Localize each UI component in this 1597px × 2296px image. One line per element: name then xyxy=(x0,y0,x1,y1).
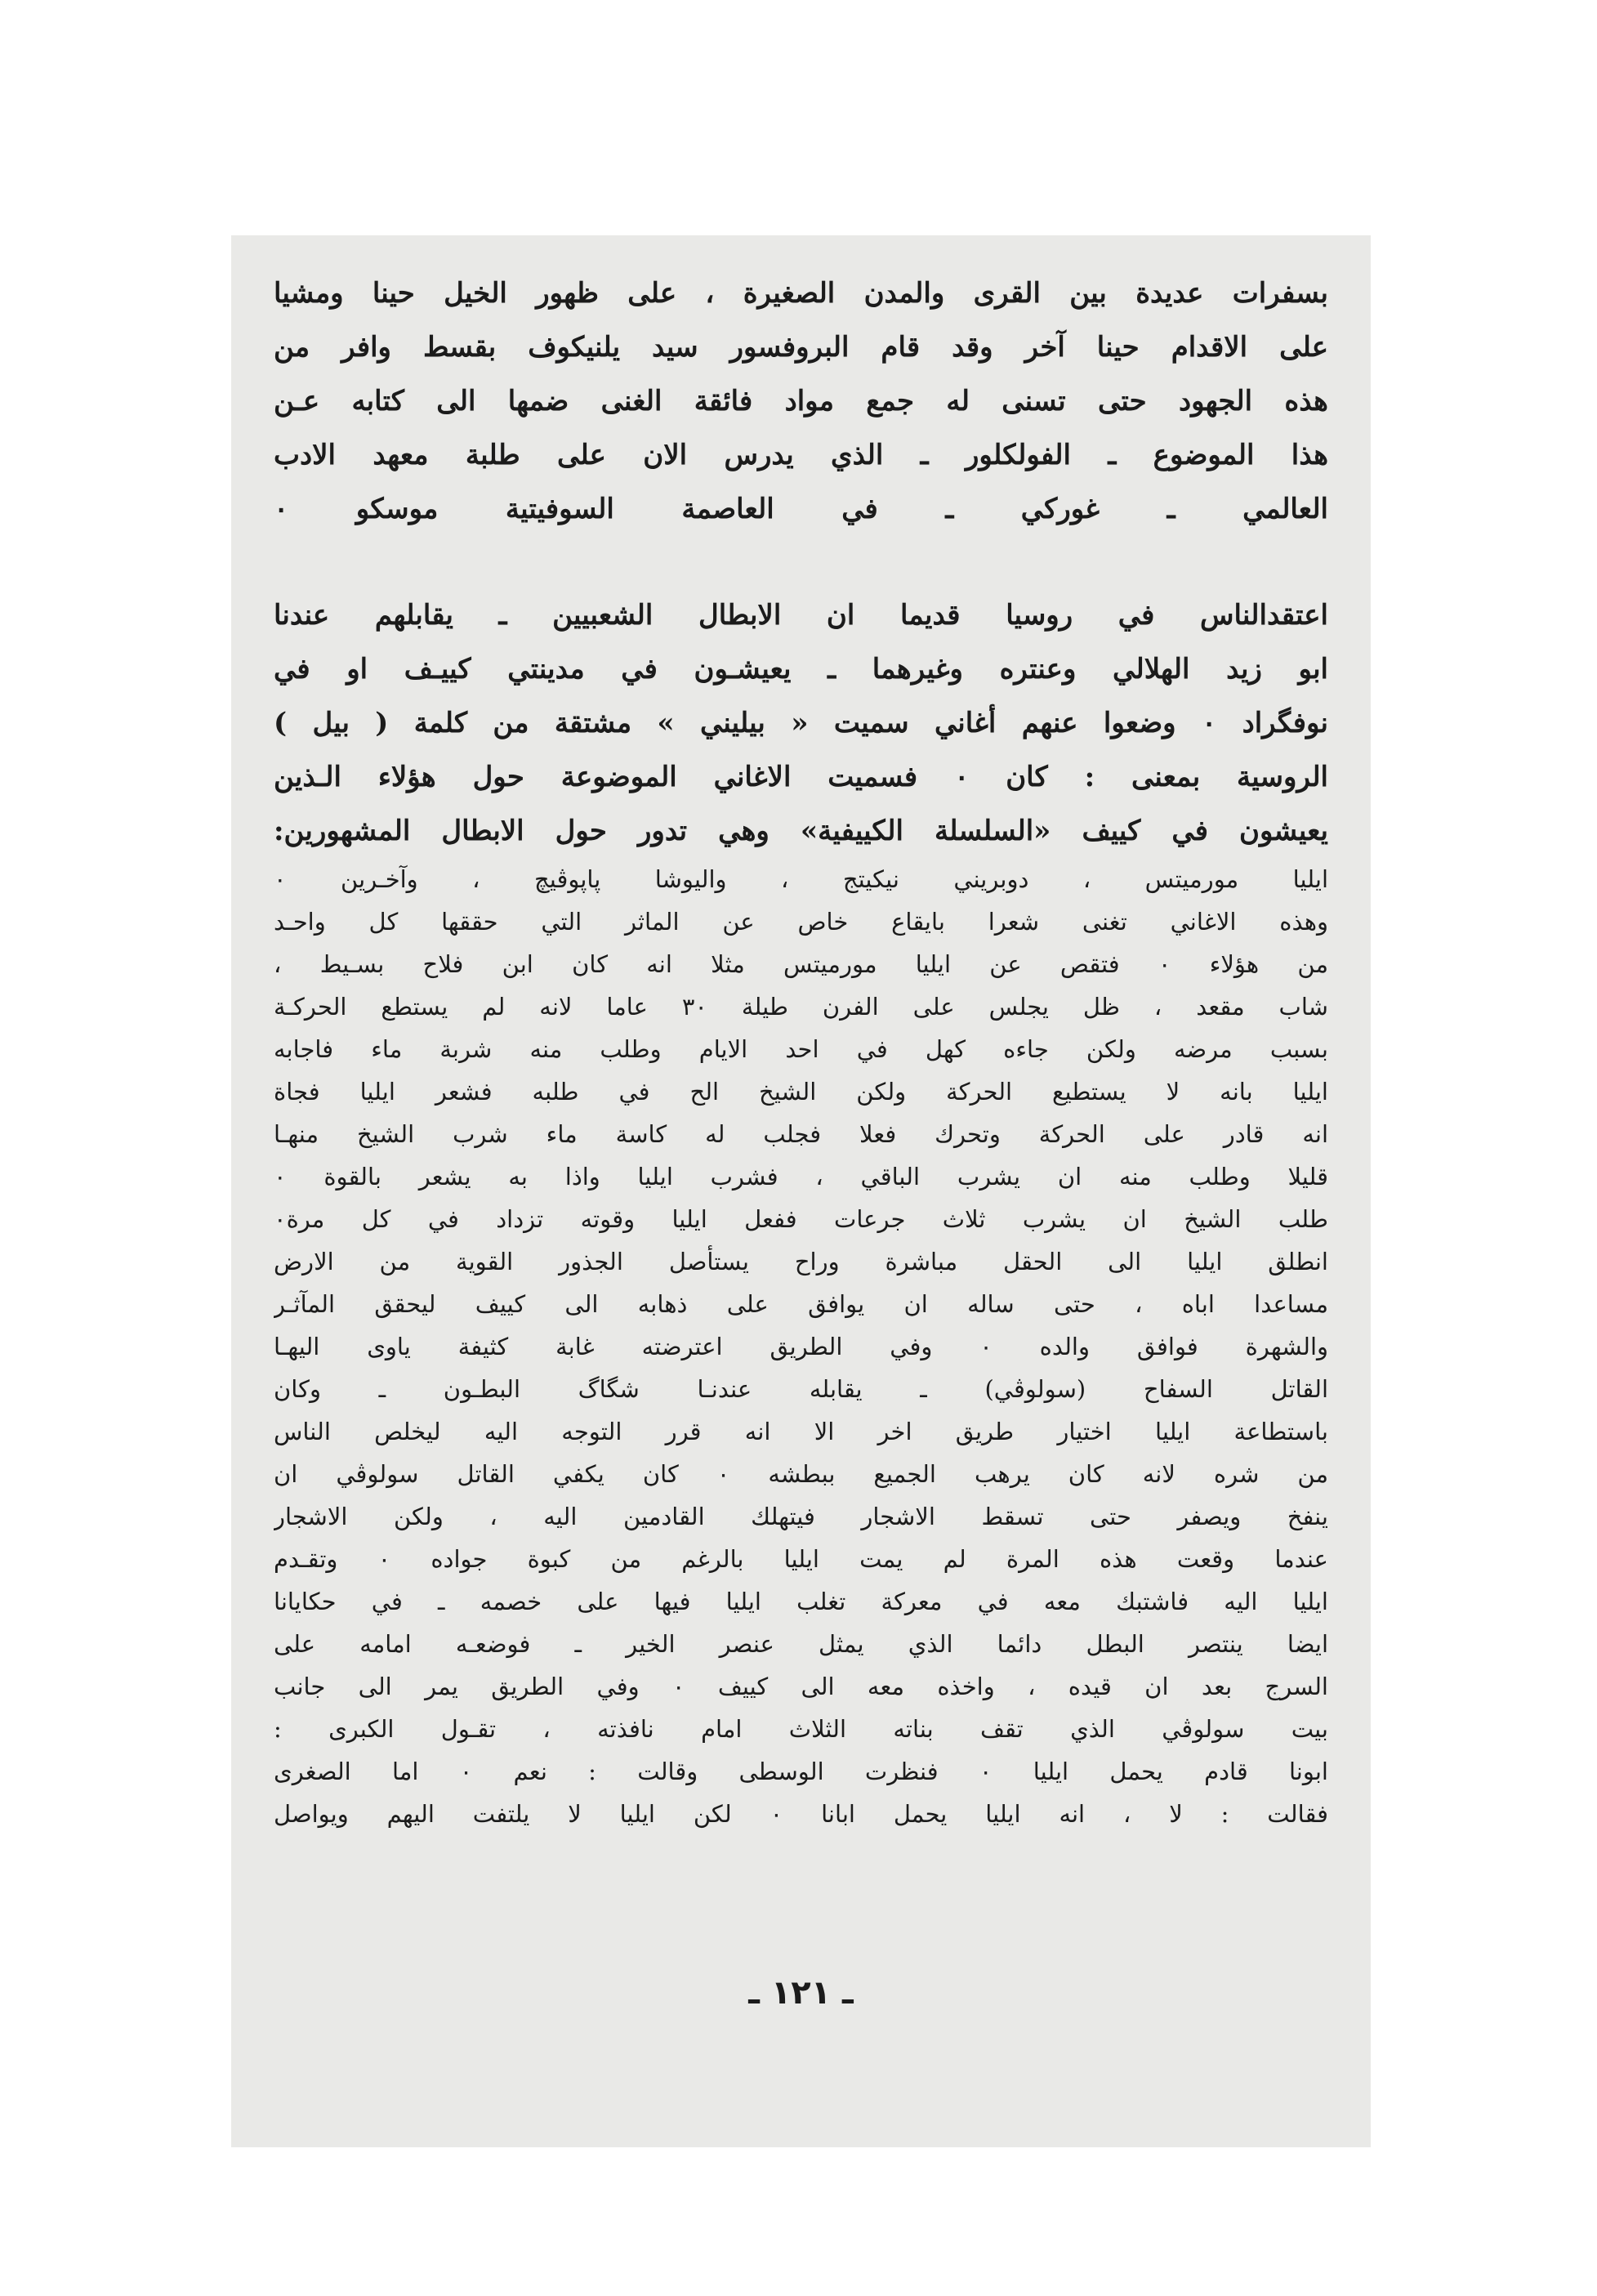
text-line: طلب الشيخ ان يشرب ثلاث جرعات ففعل ايليا وقوته تزداد في كل مرة٠ xyxy=(274,1205,1328,1233)
text-line: ايليا بانه لا يستطيع الحركة ولكن الشيخ الح في طلبه فشعر ايليا فجاة xyxy=(274,1078,1328,1106)
text-line: ايليا مورميتس ، دوبريني نيكيتج ، واليوشا پاپوڤيچ ، وآخـرين ٠ xyxy=(274,865,1328,893)
book-page xyxy=(231,235,1371,2147)
text-line: بسبب مرضه ولكن جاءه كهل في احد الايام وطلب منه شربة ماء فاجابه xyxy=(274,1035,1328,1063)
text-line: السرج بعد ان قيده ، واخذه معه الى كييف ٠ وفي الطريق يمر الى جانب xyxy=(274,1673,1328,1700)
paragraph-2-intro xyxy=(274,588,1328,858)
text-line: الروسية بمعنى : كان ٠ فسميت الاغاني الموضوعة حول هؤلاء الـذين xyxy=(274,761,1328,793)
text-line: اعتقدالناس في روسيا قديما ان الابطال الشعبيين ـ يقابلهم عندنا xyxy=(274,599,1328,632)
text-line: العالمي ـ غوركي ـ في العاصمة السوفيتية موسكو ٠ xyxy=(274,493,1328,525)
text-line: والشهرة فوافق والده ٠ وفي الطريق اعترضته غابة كثيفة ياوى اليهـا xyxy=(274,1333,1328,1360)
text-line: شاب مقعد ، ظل يجلس على الفرن طيلة ٣٠ عاما لانه لم يستطع الحركـة xyxy=(274,993,1328,1021)
text-line: باستطاعة ايليا اختيار طريق اخر الا انه قرر التوجه اليه ليخلص الناس xyxy=(274,1418,1328,1445)
text-line: نوفگراد ٠ وضعوا عنهم أغاني سميت « بيليني » مشتقة من كلمة ( بيل ) xyxy=(274,707,1328,739)
text-line: يعيشون في كييف «السلسلة الكييفية» وهي تدور حول الابطال المشهورين: xyxy=(274,815,1328,847)
page-number: ـ ١٢١ ـ xyxy=(748,1974,854,2012)
paragraph-2 xyxy=(274,588,1328,1835)
text-line: قليلا وطلب منه ان يشرب الباقي ، فشرب ايليا واذا به يشعر بالقوة ٠ xyxy=(274,1163,1328,1190)
text-line: مساعدا اباه ، حتى ساله ان يوافق على ذهابه الى كييف ليحقق المآثـر xyxy=(274,1290,1328,1318)
text-line: هذا الموضوع ـ الفولكلور ـ الذي يدرس الان على طلبة معهد الادب xyxy=(274,439,1328,471)
paragraph-1 xyxy=(274,266,1328,536)
text-line: بسفرات عديدة بين القرى والمدن الصغيرة ، على ظهور الخيل حينا ومشيا xyxy=(274,277,1328,310)
text-line: من شره لانه كان يرهب الجميع ببطشه ٠ كان يكفي القاتل سولوڤي ان xyxy=(274,1460,1328,1488)
text-line: القاتل السفاح (سولوڤي) ـ يقابله عندنـا شگاگ البطـون ـ وكان xyxy=(274,1375,1328,1403)
text-line: وهذه الاغاني تغنى شعرا بايقاع خاص عن الماثر التي حققها كل واحـد xyxy=(274,908,1328,936)
text-line: عندما وقعت هذه المرة لم يمت ايليا بالرغم من كبوة جواده ٠ وتقـدم xyxy=(274,1545,1328,1573)
text-line: ابونا قادم يحمل ايليا ٠ فنظرت الوسطى وقالت : نعم ٠ اما الصغرى xyxy=(274,1758,1328,1785)
text-line: ايضا ينتصر البطل دائما الذي يمثل عنصر الخير ـ فوضعـه امامه على xyxy=(274,1630,1328,1658)
text-line: على الاقدام حينا آخر وقد قام البروفسور سيد يلنيكوف بقسط وافر من xyxy=(274,331,1328,364)
text-line: انه قادر على الحركة وتحرك فعلا فجلب له كاسة ماء شرب الشيخ منهـا xyxy=(274,1120,1328,1148)
paragraph-2-body xyxy=(274,858,1328,1835)
text-line: فقالت : لا ، انه ايليا يحمل ابانا ٠ لكن ايليا لا يلتفت اليهم ويواصل xyxy=(274,1800,1328,1828)
text-line: ينفخ ويصفر حتى تسقط الاشجار فيتهلك القادمين اليه ، ولكن الاشجار xyxy=(274,1503,1328,1530)
text-line: بيت سولوڤي الذي تقف بناته الثلاث امام نافذته ، تقـول الكبرى : xyxy=(274,1715,1328,1743)
text-line: انطلق ايليا الى الحقل مباشرة وراح يستأصل الجذور القوية من الارض xyxy=(274,1248,1328,1275)
text-line: هذه الجهود حتى تسنى له جمع مواد فائقة الغنى ضمها الى كتابه عـن xyxy=(274,385,1328,418)
text-line: ايليا اليه فاشتبك معه في معركة تغلب ايليا فيها على خصمه ـ في حكايانا xyxy=(274,1588,1328,1615)
text-line: ابو زيد الهلالي وعنتره وغيرهما ـ يعيشـون في مدينتي كييـف او في xyxy=(274,653,1328,686)
text-line: من هؤلاء ٠ فتقص عن ايليا مورميتس مثلا انه كان ابن فلاح بسـيط ، xyxy=(274,950,1328,978)
